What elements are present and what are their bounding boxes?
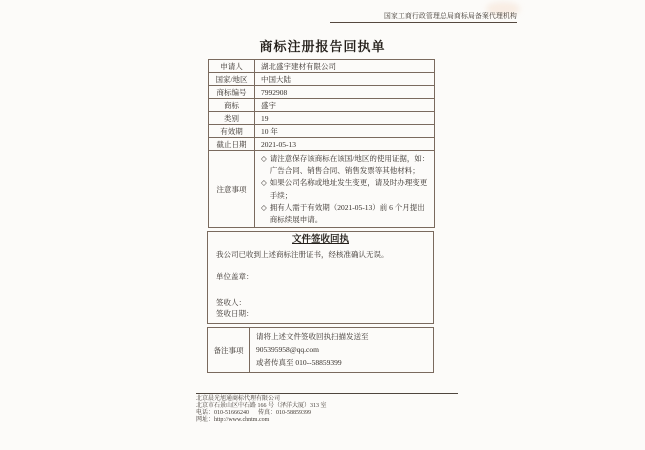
row-label: 类别 [209, 112, 255, 125]
sign-date-label: 签收日期： [216, 308, 254, 318]
footer [196, 393, 458, 424]
table-row-class [209, 112, 435, 125]
notes-label: 注意事项 [209, 151, 255, 228]
footer-address: 北京市石景山区中石路 166 号（泽洋大厦）313 室 [196, 403, 327, 409]
receipt-title: 文件签收回执 [291, 235, 349, 245]
row-value: 19 [255, 112, 435, 125]
footer-website: 网址：http://www.chntm.com [196, 417, 270, 423]
note-item [261, 153, 430, 177]
agency-note: 国家工商行政管理总局商标局备案代理机构 [330, 12, 517, 23]
row-label: 商标编号 [209, 86, 255, 99]
diamond-bullet-icon: ◇ [261, 154, 267, 163]
footer-phone: 电话：010-51666240 [196, 410, 249, 416]
receipt-statement: 我公司已收到上述商标注册证书，经核准确认无误。 [216, 250, 389, 259]
row-value: 盛宇 [255, 99, 435, 112]
stamp-label: 单位盖章： [216, 271, 254, 281]
row-label: 截止日期 [209, 138, 255, 151]
receipt-box [207, 231, 434, 324]
row-label: 国家/地区 [209, 73, 255, 86]
remarks-label: 备注事项 [208, 328, 250, 373]
notes-cell [255, 151, 435, 228]
footer-company: 北京晨光旭通商标代理有限公司 [196, 396, 281, 402]
note-text: 请注意保存该商标在该国/地区的使用证据，如：广告合同、销售合同、销售发票等其他材料； [269, 154, 430, 176]
page-title: 商标注册报告回执单 [259, 39, 386, 54]
table-row-trademark-number [209, 86, 435, 99]
diamond-bullet-icon: ◇ [261, 178, 267, 188]
table-row-trademark [209, 99, 435, 112]
remarks-line-2: 或者传真至 010--58859399 [256, 358, 342, 367]
note-text: 拥有人需于有效期（2021-05-13）前 6 个月提出商标续展申请。 [269, 202, 425, 225]
row-label: 申请人 [209, 60, 255, 73]
table-row-notes [209, 151, 435, 228]
row-value: 7992908 [255, 86, 435, 99]
row-value: 10 年 [255, 125, 435, 138]
row-value: 中国大陆 [255, 73, 435, 86]
row-value: 2021-05-13 [255, 138, 435, 151]
row-value: 湖北盛宇建材有限公司 [255, 60, 435, 73]
table-row-remarks [208, 328, 434, 373]
table-row-applicant [209, 60, 435, 73]
row-label: 有效期 [209, 125, 255, 138]
row-label: 商标 [209, 99, 255, 112]
note-item [261, 202, 430, 226]
footer-fax: 传真：010-58859399 [258, 410, 311, 416]
note-item [261, 177, 430, 201]
footer-contacts [196, 410, 458, 417]
remarks-line-1: 请将上述文件签收回执扫描发送至 905395958@qq.com [256, 332, 369, 354]
remarks-cell [250, 328, 434, 373]
remarks-table [207, 327, 434, 373]
remarks-table-body [208, 328, 434, 373]
info-table-body [209, 60, 435, 228]
table-row-deadline [209, 138, 435, 151]
table-row-country [209, 73, 435, 86]
note-text: 如果公司名称或地址发生变更，请及时办理变更手续； [269, 178, 428, 200]
table-row-validity [209, 125, 435, 138]
signer-label: 签收人： [216, 298, 246, 307]
info-table [208, 59, 435, 228]
diamond-bullet-icon: ◇ [261, 202, 267, 212]
